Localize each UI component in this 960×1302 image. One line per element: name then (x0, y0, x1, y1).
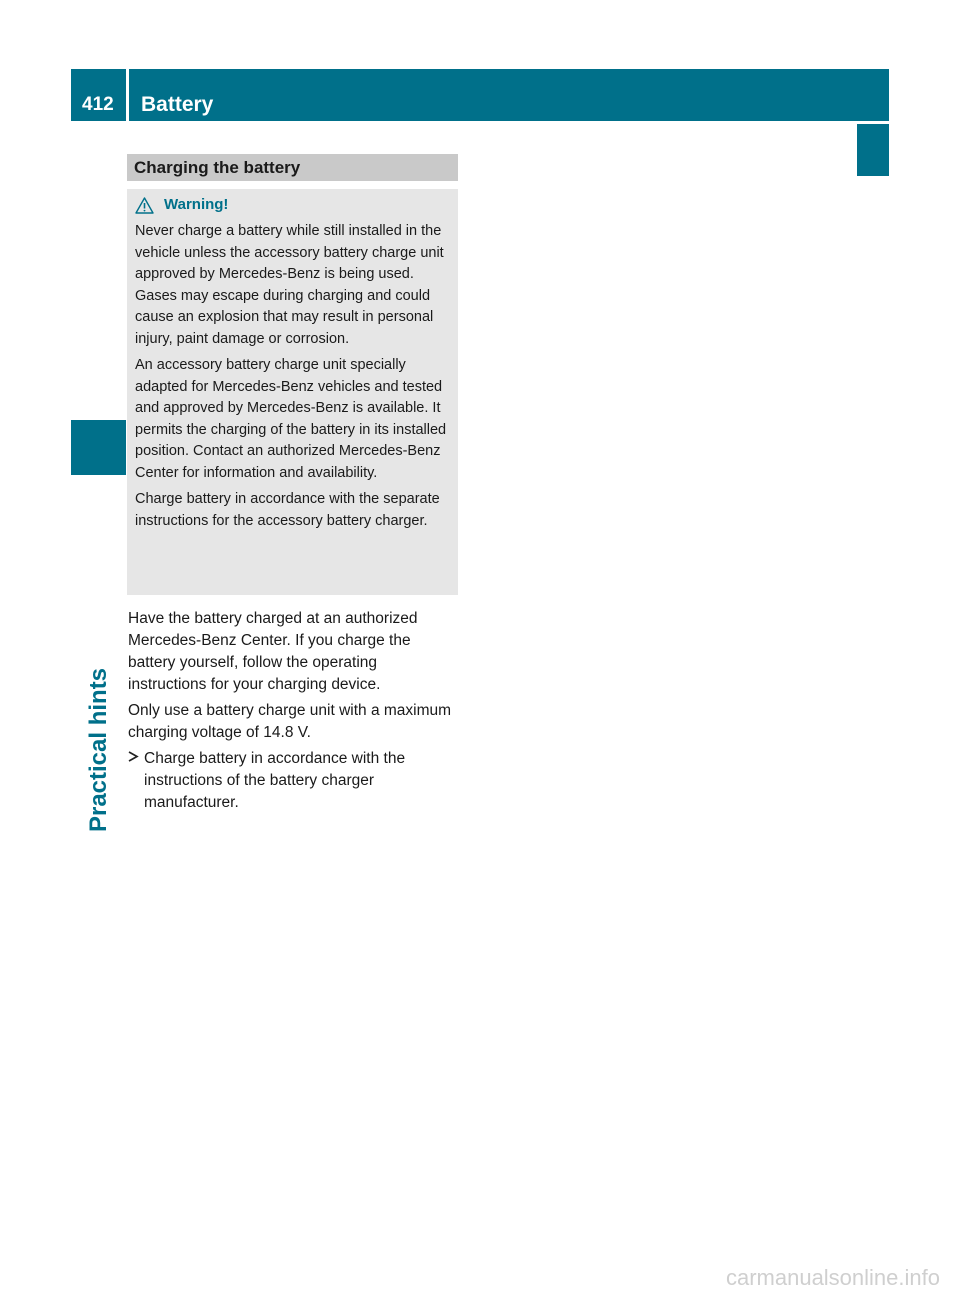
instruction-step (128, 748, 458, 814)
warning-header (135, 194, 452, 216)
warning-paragraph: Never charge a battery while still installed in the vehicle unless the accessory battery charge unit approved by Mercedes-Benz is being used. Gases may escape during charging and could cause an explosion that may result in personal injury, paint damage or corrosion. (135, 223, 444, 347)
warning-title: Warning! (164, 196, 229, 214)
footer-watermark: carmanualsonline.info (725, 1265, 940, 1290)
chapter-marker (71, 420, 126, 475)
arrow-bullet-icon (128, 748, 144, 770)
section-heading: Charging the battery (127, 154, 458, 181)
body-paragraph: Only use a battery charge unit with a maximum charging voltage of 14.8 V. (128, 702, 452, 741)
chapter-tab-label: Practical hints (85, 667, 112, 833)
warning-box (127, 189, 458, 595)
warning-paragraph: Charge battery in accordance with the separate instructions for the accessory battery charger. (135, 491, 440, 529)
page-header-title: Battery (129, 69, 889, 121)
warning-paragraph: An accessory battery charge unit specially adapted for Mercedes-Benz vehicles and tested and approved by Mercedes-Benz is available. It permits the charging of the battery in its installed position. Contact an authorized Mercedes-Benz Center for information and availability. (135, 357, 447, 481)
page-number: 412 (71, 69, 126, 121)
warning-triangle-icon (135, 197, 154, 214)
instruction-text: Charge battery in accordance with the instructions of the battery charger manufacturer. (144, 750, 406, 811)
body-paragraph: Have the battery charged at an authorized Mercedes-Benz Center. If you charge the battery yourself, follow the operating instructions for your charging device. (128, 610, 418, 693)
side-accent-block (857, 124, 889, 176)
body-text (128, 608, 458, 814)
chapter-tab (84, 650, 114, 850)
